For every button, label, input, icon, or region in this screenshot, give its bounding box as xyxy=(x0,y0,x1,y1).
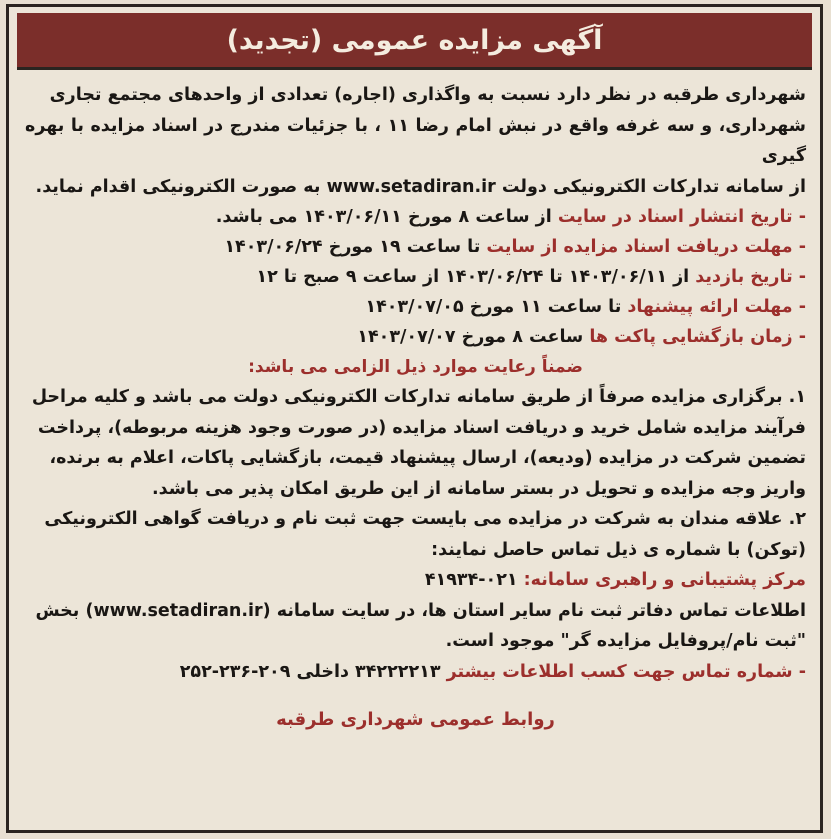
intro-line-3a: از سامانه تدارکات الکترونیکی دولت xyxy=(501,176,806,197)
contact-label: - شماره تماس جهت کسب اطلاعات بیشتر xyxy=(446,661,806,682)
offices-info xyxy=(25,596,806,657)
offices-text: اطلاعات تماس دفاتر ثبت نام سایر استان ها، در سایت سامانه xyxy=(276,600,806,621)
notice-title: آگهی مزایده عمومی (تجدید) xyxy=(226,24,603,56)
schedule-value: ساعت ۸ مورخ ۱۴۰۳/۰۷/۰۷ xyxy=(357,327,584,347)
schedule-item xyxy=(25,202,806,232)
footer-signature: روابط عمومی شهرداری طرقبه xyxy=(276,709,555,730)
requirement-1 xyxy=(25,382,806,504)
schedule-value: از ۱۴۰۳/۰۶/۱۱ تا ۱۴۰۳/۰۶/۲۴ از ساعت ۹ صبح تا ۱۲ xyxy=(256,267,690,287)
schedule-label: - مهلت ارائه پیشنهاد xyxy=(627,297,806,317)
schedule-item xyxy=(25,292,806,322)
offices-text: "ثبت نام/پروفایل مزایده گر" موجود است. xyxy=(445,631,806,651)
schedule-item xyxy=(25,322,806,352)
schedule-value: تا ساعت ۱۹ مورخ ۱۴۰۳/۰۶/۲۴ xyxy=(224,237,481,257)
notice-header xyxy=(17,13,812,70)
requirement-2-line: (توکن) با شماره ی ذیل تماس حاصل نمایند: xyxy=(431,539,806,560)
intro-line-3b: به صورت الکترونیکی اقدام نماید. xyxy=(35,176,321,197)
requirement-2 xyxy=(25,504,806,565)
schedule-item xyxy=(25,232,806,262)
schedule-label: - زمان بازگشایی پاکت ها xyxy=(589,327,806,347)
requirement-2-line: ۲. علاقه مندان به شرکت در مزایده می بایست جهت ثبت نام و دریافت گواهی الکترونیکی xyxy=(44,509,806,529)
intro-line-1: شهرداری طرقبه در نظر دارد نسبت به واگذاری (اجاره) تعدادی از واحدهای مجتمع تجاری xyxy=(49,85,806,105)
support-label: مرکز پشتیبانی و راهبری سامانه: xyxy=(523,570,806,590)
requirement-1-line: فرآیند مزایده شامل خرید و دریافت اسناد مزایده (در صورت وجود هزینه مربوطه)، پرداخت xyxy=(37,417,806,438)
offices-text: بخش xyxy=(35,600,80,621)
schedule-label: - تاریخ انتشار اسناد در سایت xyxy=(557,207,806,227)
offices-website-link[interactable]: (www.setadiran.ir) xyxy=(85,600,271,621)
intro-line-2: شهرداری، و سه غرفه واقع در نبش امام رضا ۱۱ ، با جزئیات مندرج در اسناد مزایده با بهره گیری xyxy=(25,115,806,166)
schedule-label: - تاریخ بازدید xyxy=(695,267,806,287)
schedule-item xyxy=(25,262,806,292)
intro-paragraph xyxy=(25,80,806,202)
requirement-1-line: ۱. برگزاری مزایده صرفاً از طریق سامانه تدارکات الکترونیکی دولت می باشد و کلیه مراحل xyxy=(31,387,806,407)
support-center xyxy=(25,565,806,596)
auction-notice xyxy=(6,4,823,833)
schedule-value: تا ساعت ۱۱ مورخ ۱۴۰۳/۰۷/۰۵ xyxy=(365,297,622,317)
support-phone: ۰۲۱-۴۱۹۳۴ xyxy=(424,570,518,590)
requirements-heading: ضمناً رعایت موارد ذیل الزامی می باشد: xyxy=(248,357,583,377)
schedule-list xyxy=(25,202,806,352)
requirement-1-line: واریز وجه مزایده و تحویل در بستر سامانه از این طریق امکان پذیر می باشد. xyxy=(151,478,806,499)
contact-phone: ۳۴۲۲۲۲۱۳ داخلی ۲۰۹-۲۳۶-۲۵۲ xyxy=(179,661,441,682)
contact-info xyxy=(25,657,806,688)
schedule-label: - مهلت دریافت اسناد مزایده از سایت xyxy=(486,237,806,257)
requirement-1-line: تضمین شرکت در مزایده (ودیعه)، ارسال پیشنهاد قیمت، بازگشایی پاکات، اعلام به برنده، xyxy=(49,448,806,468)
notice-body xyxy=(9,70,820,730)
website-link[interactable]: www.setadiran.ir xyxy=(326,176,496,197)
schedule-value: از ساعت ۸ مورخ ۱۴۰۳/۰۶/۱۱ می باشد. xyxy=(215,207,552,227)
